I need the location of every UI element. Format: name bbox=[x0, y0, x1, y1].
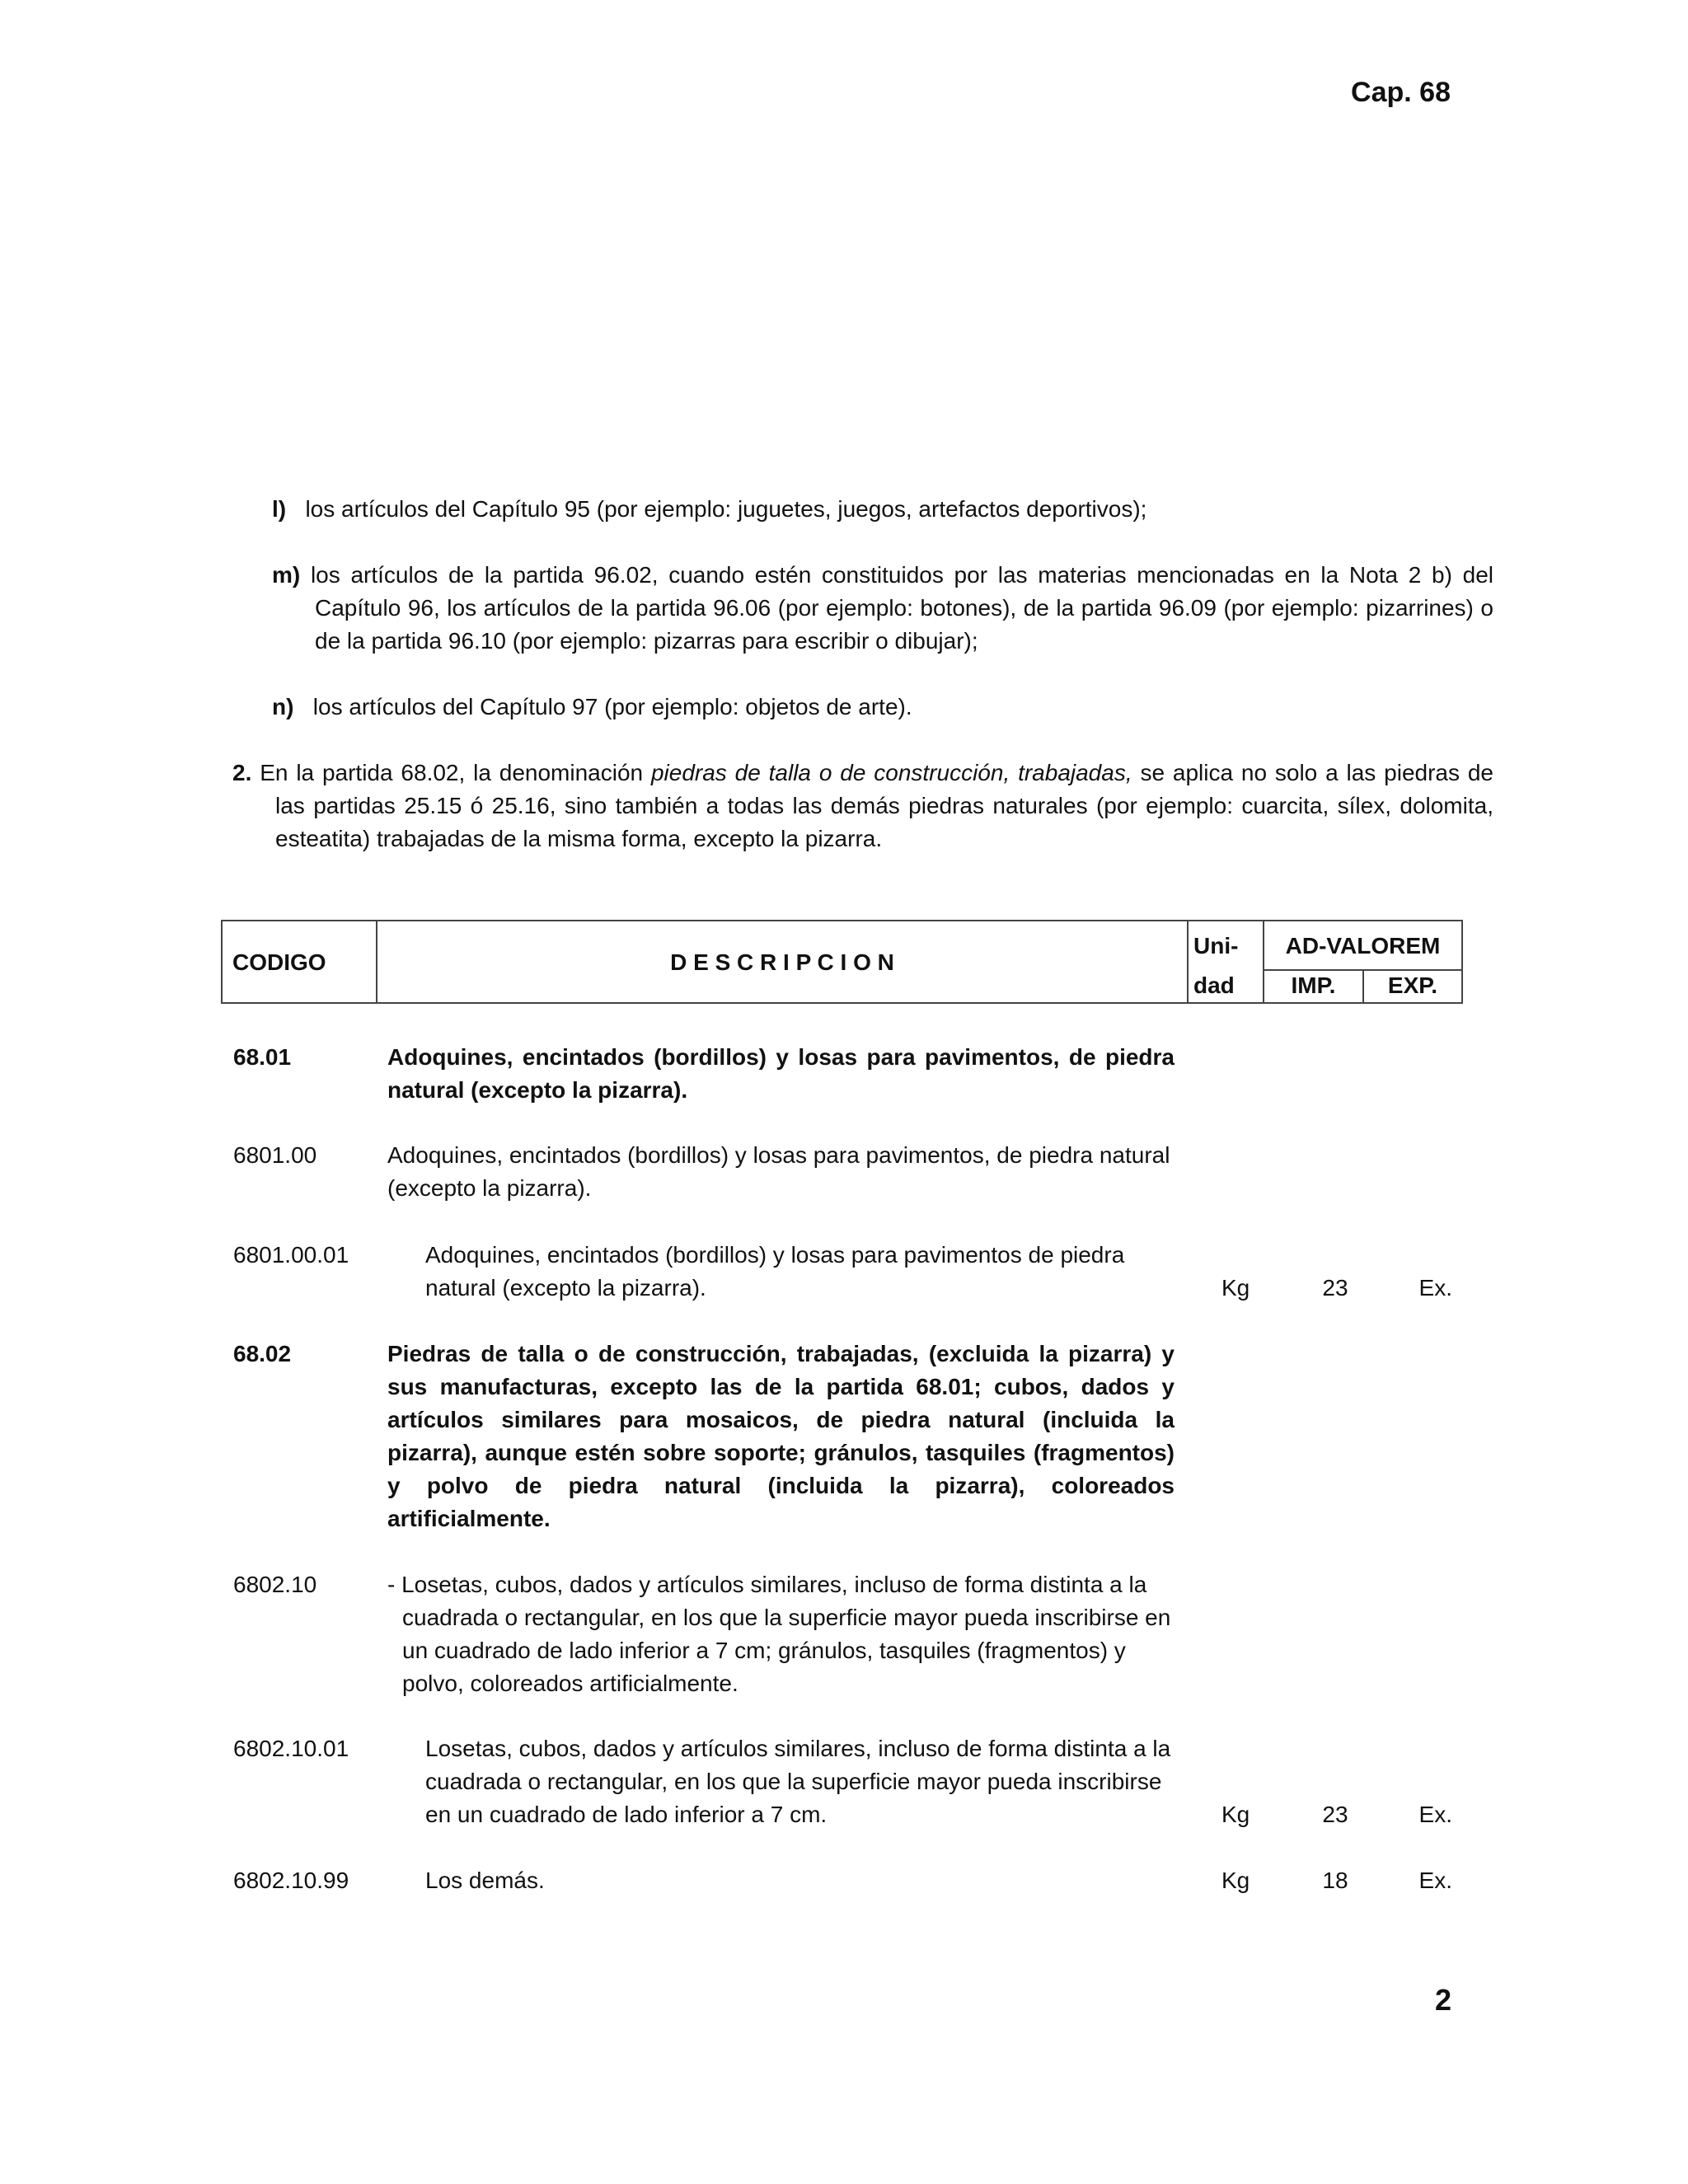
row-imp: 23 bbox=[1322, 1275, 1348, 1301]
header-unit-bottom: dad bbox=[1193, 972, 1235, 998]
note-l bbox=[272, 493, 1451, 526]
note-m-label: m) bbox=[272, 562, 301, 588]
note-2-label: 2. bbox=[232, 760, 252, 785]
note-n bbox=[272, 691, 1451, 724]
row-code: 6802.10 bbox=[233, 1572, 317, 1597]
row-description: Los demás. bbox=[425, 1868, 545, 1893]
divider-desc bbox=[1187, 921, 1189, 1002]
row-code: 68.02 bbox=[233, 1341, 292, 1366]
note-2-text-italic: piedras de talla o de construcción, trabajadas, bbox=[650, 760, 1132, 785]
table-header bbox=[221, 920, 1463, 1004]
row-code: 68.01 bbox=[233, 1044, 292, 1070]
page-number: 2 bbox=[1434, 1983, 1451, 2017]
row-description: Adoquines, encintados (bordillos) y losas para pavimentos, de piedra natural (excepto la pizarra). bbox=[387, 1044, 1175, 1103]
row-imp: 23 bbox=[1322, 1802, 1348, 1827]
row-exp: Ex. bbox=[1418, 1868, 1452, 1893]
row-description: Adoquines, encintados (bordillos) y losas para pavimentos, de piedra natural (excepto la pizarra). bbox=[387, 1142, 1170, 1201]
note-2-text-before: En la partida 68.02, la denominación bbox=[260, 760, 651, 785]
row-code: 6801.00 bbox=[233, 1142, 317, 1168]
row-unit: Kg bbox=[1221, 1868, 1250, 1893]
header-advalorem: AD-VALOREM bbox=[1285, 933, 1441, 958]
row-description: Losetas, cubos, dados y artículos similares, incluso de forma distinta a la cuadrada o rectangular, en los que la superficie mayor pueda inscribirse en un cuadrado de lado inferior a 7 cm. bbox=[425, 1736, 1171, 1827]
row-unit: Kg bbox=[1221, 1275, 1250, 1301]
row-exp: Ex. bbox=[1418, 1802, 1452, 1827]
row-imp: 18 bbox=[1322, 1868, 1348, 1893]
note-n-text: los artículos del Capítulo 97 (por ejemplo: objetos de arte). bbox=[312, 694, 912, 719]
row-unit: Kg bbox=[1221, 1802, 1250, 1827]
header-code: CODIGO bbox=[232, 949, 326, 975]
note-n-label: n) bbox=[272, 694, 294, 719]
row-description: - Losetas, cubos, dados y artículos similares, incluso de forma distinta a la cuadrada o rectangular, en los que la superficie mayor pueda inscribirse en un cuadrado de lado inferior a 7 cm; gránulos, tasquiles (fragmentos) y polvo, coloreados artificialmente. bbox=[387, 1572, 1171, 1696]
header-exp: EXP. bbox=[1387, 972, 1438, 998]
header-imp: IMP. bbox=[1291, 972, 1336, 998]
note-l-label: l) bbox=[272, 496, 287, 522]
header-description: D E S C R I P C I O N bbox=[670, 949, 894, 975]
note-m bbox=[272, 559, 1493, 658]
note-2-text-after: se aplica no solo a las piedras de las partidas 25.15 ó 25.16, sino también a todas las demás piedras naturales (por ejemplo: cuarcita, sílex, dolomita, esteatita) trabajadas de la misma forma, excepto la pizarra. bbox=[275, 760, 1493, 851]
note-l-text: los artículos del Capítulo 95 (por ejemplo: juguetes, juegos, artefactos deportivos); bbox=[305, 496, 1147, 522]
row-description: Adoquines, encintados (bordillos) y losas para pavimentos de piedra natural (excepto la pizarra). bbox=[425, 1242, 1125, 1301]
header-unit-top: Uni- bbox=[1193, 933, 1239, 958]
row-exp: Ex. bbox=[1418, 1275, 1452, 1301]
row-code: 6802.10.99 bbox=[233, 1868, 349, 1893]
row-code: 6801.00.01 bbox=[233, 1242, 349, 1268]
row-description: Piedras de talla o de construcción, trabajadas, (excluida la pizarra) y sus manufacturas, excepto las de la partida 68.01; cubos, dados y artículos similares para mosaicos, de piedra natural (incluida la pizarra), aunque estén sobre soporte; gránulos, tasquiles (fragmentos) y polvo de piedra natural (incluida la pizarra), coloreados artificialmente. bbox=[387, 1341, 1175, 1531]
note-m-text: los artículos de la partida 96.02, cuando estén constituidos por las materias mencionadas en la Nota 2 b) del Capítulo 96, los artículos de la partida 96.06 (por ejemplo: botones), de la partida 96.09 (por ejemplo: pizarrines) o de la partida 96.10 (por ejemplo: pizarras para escribir o dibujar); bbox=[310, 562, 1494, 654]
row-code: 6802.10.01 bbox=[233, 1736, 349, 1761]
chapter-label: Cap. 68 bbox=[1351, 77, 1451, 108]
note-2 bbox=[232, 757, 1493, 855]
